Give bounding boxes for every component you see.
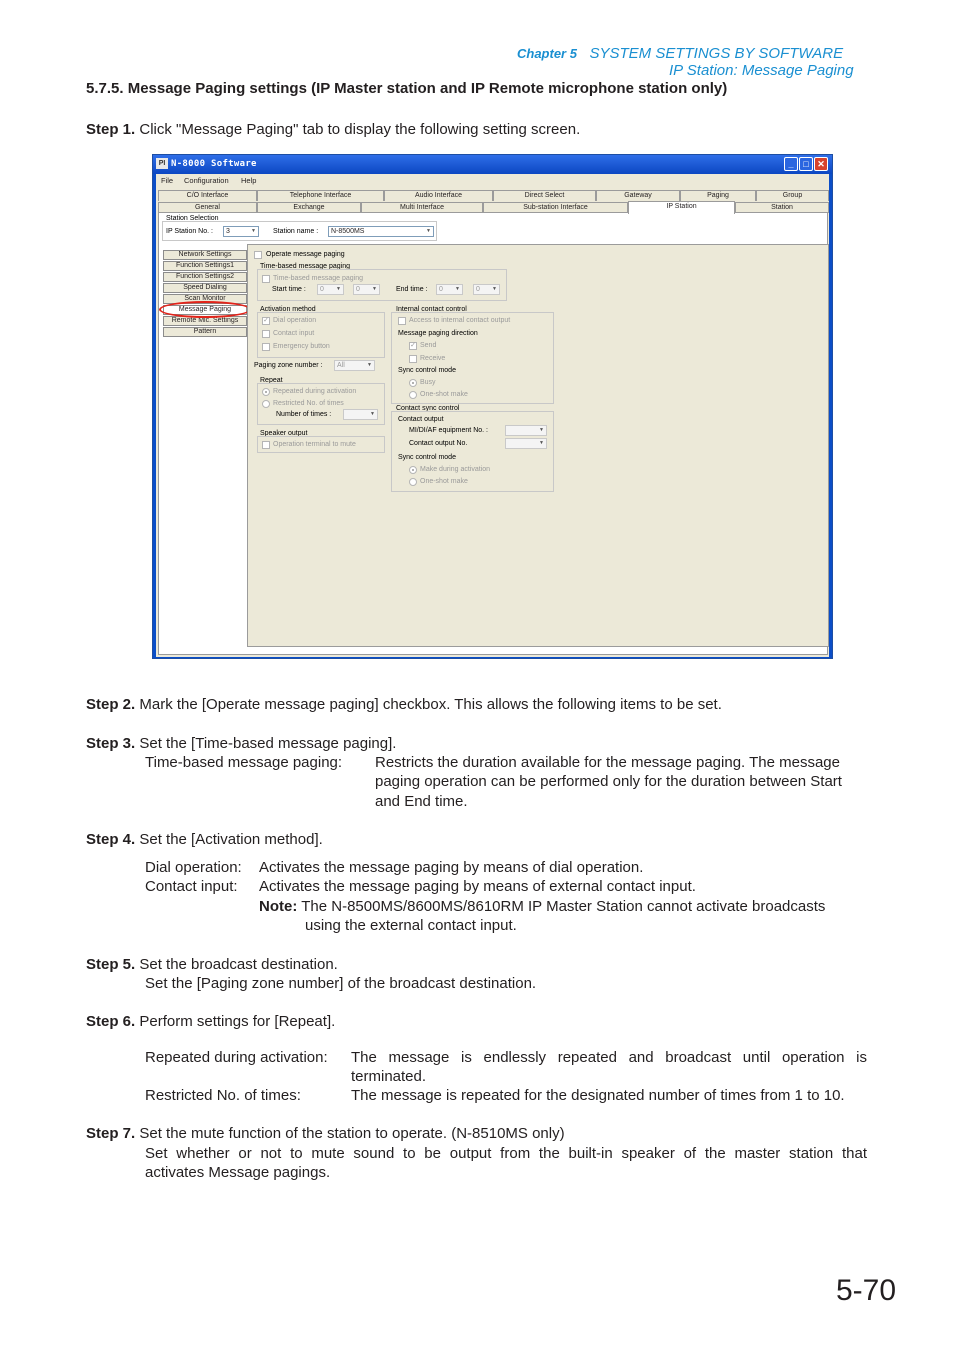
note-label: Note: [259,898,298,915]
step-3-def-3: and End time. [375,793,468,810]
station-name-value: N-8500MS [331,228,365,235]
start-minute-value: 0 [356,286,360,293]
side-btn-message-paging[interactable]: Message Paging [163,305,247,315]
step-4 [86,830,323,849]
step-6-def-1b: terminated. [351,1068,427,1085]
direction-label: Message paging direction [398,330,478,337]
zone-value: All [337,362,345,369]
step-3-text: Set the [Time-based message paging]. [139,735,397,752]
side-btn-function-settings2[interactable]: Function Settings2 [163,272,247,282]
oneshot-radio[interactable] [409,391,417,399]
end-hour-select[interactable] [436,284,463,295]
tab-group[interactable]: Group [756,190,829,201]
step-6-label: Step 6. [86,1013,136,1030]
tab-row-1 [158,190,829,201]
speaker-check-label: Operation terminal to mute [273,441,356,448]
make-radio[interactable] [409,466,417,474]
speaker-checkbox[interactable] [262,441,270,449]
side-btn-function-settings1[interactable]: Function Settings1 [163,261,247,271]
repeat-opt2-label: Restricted No. of times [273,400,344,407]
send-checkbox[interactable]: ✓ [410,342,416,349]
app-window-screenshot [152,154,833,659]
contact-input-label: Contact input [273,330,315,337]
step-6-def-2: The message is repeated for the designated number of times from 1 to 10. [351,1087,845,1104]
operate-checkbox[interactable] [254,251,262,259]
tab-direct-select[interactable]: Direct Select [493,190,596,201]
output-no-label: Contact output No. [409,440,468,447]
output-no-select[interactable] [505,438,547,449]
station-name-label: Station name : [273,228,319,235]
step-4-def-1: Activates the message paging by means of dial operation. [259,859,644,876]
repeat-opt1-label: Repeated during activation [273,388,357,395]
note-text-2: using the external contact input. [305,917,517,934]
tab-panel [158,212,828,655]
end-hour-value: 0 [439,286,443,293]
chevron-down-icon: ▼ [492,286,497,292]
time-check-label: Time-based message paging [273,275,364,282]
step-4-term-1: Dial operation: [145,859,242,876]
receive-label: Receive [420,355,446,362]
step-5-text-2: Set the [Paging zone number] of the broadcast destination. [145,975,537,992]
activation-group-label: Activation method [260,306,316,313]
number-times-select[interactable] [343,409,378,420]
step-3-term: Time-based message paging: [145,754,343,771]
tab-ip-station[interactable]: IP Station [628,201,735,214]
page-number: 5-70 [835,1274,896,1307]
highlight-circle [159,301,251,318]
step-4-term-2: Contact input: [145,878,238,895]
step-7-label: Step 7. [86,1125,136,1142]
equip-label: MI/DI/AF equipment No. : [409,427,488,434]
chapter-header [517,45,843,62]
menu-file[interactable]: File [161,176,174,185]
access-checkbox[interactable] [398,317,406,325]
time-checkbox[interactable] [262,275,270,283]
side-btn-remote-mic-settings[interactable]: Remote Mic. Settings [163,316,247,326]
tab-co-interface[interactable]: C/O Interface [158,190,257,201]
end-minute-value: 0 [476,286,480,293]
number-times-label: Number of times : [276,411,332,418]
make-label: Make during activation [420,466,491,473]
menu-configuration[interactable]: Configuration [184,176,229,185]
window-client [156,174,829,657]
side-btn-speed-dialing[interactable]: Speed Dialing [163,283,247,293]
end-minute-select[interactable] [473,284,500,295]
step-5 [86,955,338,974]
step-7 [86,1124,565,1143]
step-4-def-2: Activates the message paging by means of external contact input. [259,878,696,895]
chevron-down-icon: ▼ [367,362,372,368]
contact-input-checkbox[interactable] [262,330,270,338]
send-label: Send [420,342,437,349]
operate-label: Operate message paging [266,251,345,258]
ip-station-no-value: 3 [226,228,230,235]
step-4-text: Set the [Activation method]. [139,831,323,848]
tab-telephone-interface[interactable]: Telephone Interface [257,190,384,201]
side-btn-network-settings[interactable]: Network Settings [163,250,247,260]
tab-station[interactable]: Station [735,202,829,213]
dial-checkbox[interactable]: ✓ [263,317,269,324]
step-4-label: Step 4. [86,831,136,848]
side-btn-pattern[interactable]: Pattern [163,327,247,337]
menu-bar [156,174,829,186]
step-3-def-2: paging operation can be performed only for the duration between Start [375,773,842,790]
step-3 [86,734,396,753]
chapter-label: Chapter 5 [517,46,577,61]
tab-sub-station-interface[interactable]: Sub-station Interface [483,202,628,213]
time-group [257,269,507,301]
chapter-title: SYSTEM SETTINGS BY SOFTWARE [589,45,844,62]
close-icon[interactable]: ✕ [814,157,828,171]
chevron-down-icon: ▼ [426,228,431,234]
app-icon: PI [156,158,168,169]
end-time-label: End time : [396,286,428,293]
settings-pane [247,244,829,647]
step-1-text: Click "Message Paging" tab to display the following setting screen. [139,121,581,138]
step-5-label: Step 5. [86,956,136,973]
maximize-icon[interactable]: □ [799,157,813,171]
busy-radio[interactable] [409,379,417,387]
access-label: Access to internal contact output [409,317,511,324]
station-name-select[interactable] [328,226,434,237]
minimize-icon[interactable]: _ [784,157,798,171]
menu-help[interactable]: Help [241,176,257,185]
step-1 [86,120,580,139]
chevron-down-icon: ▼ [539,427,544,433]
step-4-note [259,897,825,916]
step-6 [86,1012,335,1031]
station-selection-label: Station Selection [166,215,219,222]
step-6-term-2: Restricted No. of times: [145,1087,301,1104]
chevron-down-icon: ▼ [539,440,544,446]
oneshot2-label: One-shot make [420,478,468,485]
step-7-text-3: activates Message pagings. [145,1164,331,1181]
ip-station-no-select[interactable] [223,226,259,237]
chevron-down-icon: ▼ [251,228,256,234]
start-minute-select[interactable] [353,284,380,295]
repeat-radio-2[interactable] [262,400,270,408]
dial-label: Dial operation [273,317,317,324]
sync-label-2: Sync control mode [398,454,456,461]
tab-paging[interactable]: Paging [680,190,756,201]
receive-checkbox[interactable] [409,355,417,363]
step-7-text-2: Set whether or not to mute sound to be output from the built-in speaker of the master station that [145,1145,867,1162]
step-2-text: Mark the [Operate message paging] checkbox. This allows the following items to be set. [139,696,722,713]
ip-station-no-label: IP Station No. : [166,228,213,235]
chevron-down-icon: ▼ [336,286,341,292]
step-6-def-1a: The message is endlessly repeated and broadcast until operation is [351,1049,867,1066]
oneshot2-radio[interactable] [409,478,417,486]
step-2-label: Step 2. [86,696,136,713]
step-5-text: Set the broadcast destination. [139,956,338,973]
chevron-down-icon: ▼ [455,286,460,292]
step-2 [86,695,722,714]
start-hour-value: 0 [320,286,324,293]
step-3-label: Step 3. [86,735,136,752]
tab-multi-interface[interactable]: Multi Interface [361,202,483,213]
repeat-group-label: Repeat [260,377,283,384]
tab-gateway[interactable]: Gateway [596,190,680,201]
title-bar [153,155,832,174]
step-1-label: Step 1. [86,121,136,138]
tab-general[interactable]: General [158,202,257,213]
equip-select[interactable] [505,425,547,436]
step-6-text: Perform settings for [Repeat]. [139,1013,336,1030]
step-3-def-1: Restricts the duration available for the message paging. The message [375,754,840,771]
side-btn-scan-monitor[interactable]: Scan Monitor [163,294,247,304]
zone-label: Paging zone number : [254,362,323,369]
note-text-1: The N-8500MS/8600MS/8610RM IP Master Station cannot activate broadcasts [301,898,826,915]
contact-sync-group-label: Contact sync control [396,405,460,412]
time-group-label: Time-based message paging [260,263,351,270]
contact-output-label: Contact output [398,416,444,423]
chevron-down-icon: ▼ [372,286,377,292]
emergency-label: Emergency button [273,343,330,350]
section-title: 5.7.5. Message Paging settings (IP Master station and IP Remote microphone station only) [86,80,728,97]
step-6-term-1: Repeated during activation: [145,1049,328,1066]
repeat-radio-1[interactable] [262,388,270,396]
busy-label: Busy [420,379,436,386]
speaker-group-label: Speaker output [260,430,308,437]
tab-exchange[interactable]: Exchange [257,202,361,213]
start-time-label: Start time : [272,286,306,293]
start-hour-select[interactable] [317,284,344,295]
oneshot-label: One-shot make [420,391,468,398]
internal-group-label: Internal contact control [396,306,467,313]
emergency-checkbox[interactable] [262,343,270,351]
step-7-text: Set the mute function of the station to operate. (N-8510MS only) [139,1125,565,1142]
chapter-subtitle: IP Station: Message Paging [669,62,854,79]
sync-label: Sync control mode [398,367,456,374]
window-title: N-8000 Software [171,159,257,169]
tab-audio-interface[interactable]: Audio Interface [384,190,493,201]
chevron-down-icon: ▼ [370,411,375,417]
zone-select[interactable] [334,360,375,371]
